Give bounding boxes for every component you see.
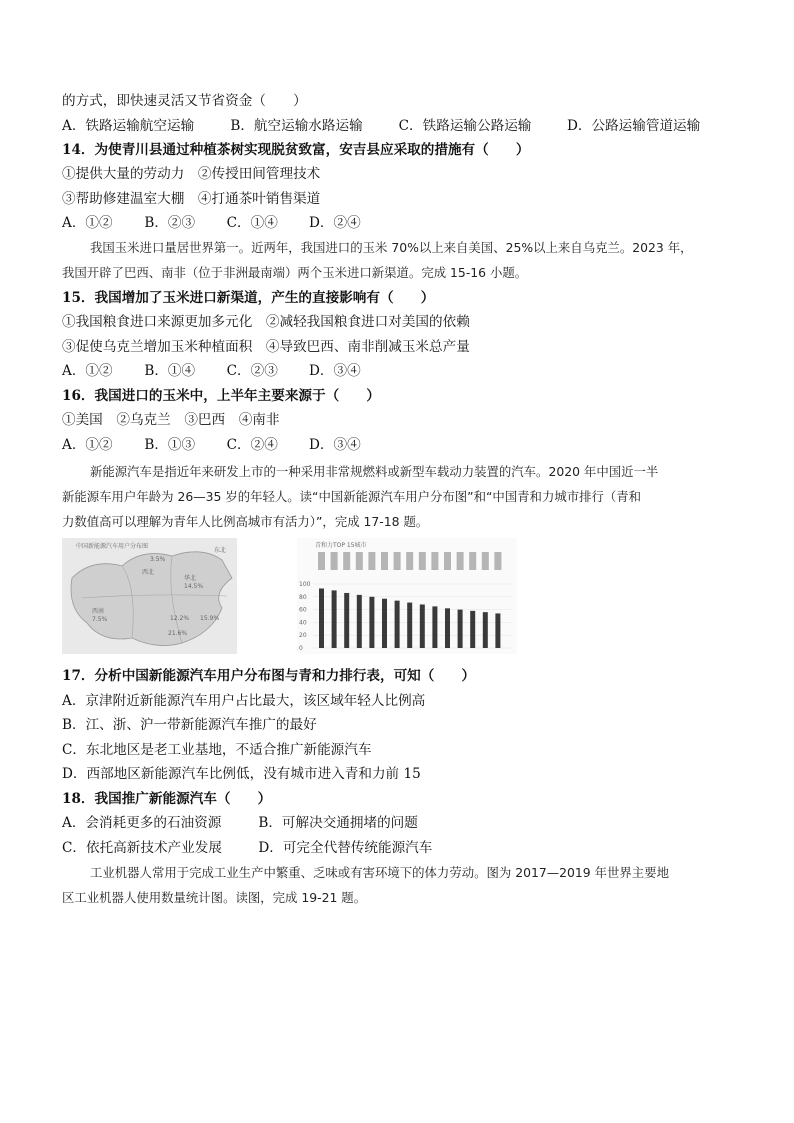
bar-1 <box>319 588 324 648</box>
q15-option-d: D．③④ <box>308 363 361 379</box>
china-map-image <box>62 538 237 654</box>
city-icon <box>368 552 375 570</box>
q18-stem: 18．我国推广新能源汽车（ ） <box>62 791 272 807</box>
city-icon <box>394 552 401 570</box>
map-label-9: 21.6% <box>168 630 188 637</box>
y-tick-label: 100 <box>299 581 311 588</box>
bar-7 <box>395 601 400 648</box>
map-label-5: 西北 <box>142 569 155 576</box>
y-tick-label: 60 <box>299 606 307 614</box>
map-label-2: 东北 <box>214 547 227 554</box>
q15-option-a: A．①② <box>62 363 113 379</box>
top15-bar-chart <box>297 538 517 654</box>
passage-3-line-1: 工业机器人常用于完成工业生产中繁重、乏味或有害环境下的体力劳动。图为 2017—2019 年世界主要地 <box>90 865 669 880</box>
city-icon <box>381 552 388 570</box>
map-label-8: 12.2% <box>170 615 190 622</box>
bar-11 <box>445 608 450 648</box>
q14-option-b: B．②③ <box>144 215 196 231</box>
q17-option-a: A．京津附近新能源汽车用户占比最大，该区域年轻人比例高 <box>62 693 426 709</box>
map-label-1: 3.5% <box>150 556 166 563</box>
q17-option-d: D．西部地区新能源汽车比例低，没有城市进入青和力前 15 <box>62 766 421 782</box>
bar-8 <box>407 603 412 648</box>
q15-stem: 15．我国增加了玉米进口新渠道，产生的直接影响有（ ） <box>62 290 435 306</box>
passage-2-line-3: 力数值高可以理解为青年人比例高城市有活力）”，完成 17-18 题。 <box>62 514 429 529</box>
q16-statements: ①美国 ②乌克兰 ③巴西 ④南非 <box>62 412 280 428</box>
q18-option-a: A．会消耗更多的石油资源 <box>62 815 222 831</box>
q14-option-a: A．①② <box>62 215 113 231</box>
q15-option-c: C．②③ <box>226 363 278 379</box>
q16-option-a: A．①② <box>62 437 113 453</box>
top15-chart <box>297 538 517 654</box>
q18-option-d: D．可完全代替传统能源汽车 <box>258 840 433 856</box>
q16-option-d: D．③④ <box>308 437 361 453</box>
bar-10 <box>432 606 437 648</box>
q14-options <box>62 214 361 232</box>
bar-4 <box>357 595 362 648</box>
q15-statements-2: ③促使乌克兰增加玉米种植面积 ④导致巴西、南非削减玉米总产量 <box>62 339 470 355</box>
bar-13 <box>470 611 475 648</box>
map-label-6: 西南 <box>92 608 105 615</box>
q13-option-b: B．航空运输水路运输 <box>230 118 363 134</box>
q17-stem: 17．分析中国新能源汽车用户分布图与青和力排行表，可知（ ） <box>62 668 476 684</box>
q18-option-b: B．可解决交通拥堵的问题 <box>258 815 418 831</box>
map-label-3: 华北 <box>184 575 197 582</box>
q15-options <box>62 362 361 380</box>
city-icon <box>457 552 464 570</box>
q14-statements-1: ①提供大量的劳动力 ②传授田间管理技术 <box>62 166 321 182</box>
bar-6 <box>382 599 387 648</box>
y-tick-label: 80 <box>299 593 307 601</box>
q13-option-a: A．铁路运输航空运输 <box>62 118 195 134</box>
q16-options <box>62 436 361 454</box>
q13-options <box>62 117 700 135</box>
city-icon <box>331 552 338 570</box>
city-icon <box>419 552 426 570</box>
city-icon <box>444 552 451 570</box>
q15-option-b: B．①④ <box>144 363 196 379</box>
bar-5 <box>369 597 374 648</box>
y-tick-label: 20 <box>299 632 307 640</box>
city-icon <box>494 552 501 570</box>
q13-stem-tail: 的方式，即快速灵活又节省资金（ ） <box>62 93 307 109</box>
city-icon <box>431 552 438 570</box>
city-icon <box>343 552 350 570</box>
city-icon <box>356 552 363 570</box>
city-icon <box>406 552 413 570</box>
passage-2-line-2: 新能源车用户年龄为 26—35 岁的年轻人。读“中国新能源汽车用户分布图”和“中国青和力城市排行（青和 <box>62 489 642 504</box>
q16-option-c: C．②④ <box>226 437 278 453</box>
q17-option-c: C．东北地区是老工业基地，不适合推广新能源汽车 <box>62 742 372 758</box>
bar-12 <box>458 610 463 648</box>
q16-option-b: B．①③ <box>144 437 196 453</box>
passage-1-line-2: 我国开辟了巴西、南非（位于非洲最南端）两个玉米进口新渠道。完成 15-16 小题。 <box>62 265 528 280</box>
chart-title: 青和力TOP 15城市 <box>315 542 367 549</box>
passage-2-line-1: 新能源汽车是指近年来研发上市的一种采用非常规燃料或新型车载动力装置的汽车。2020 年中国近一半 <box>90 464 659 479</box>
map-label-7: 7.5% <box>92 616 108 623</box>
map-label-4: 14.5% <box>184 583 204 590</box>
bar-14 <box>483 612 488 648</box>
bar-2 <box>332 590 337 648</box>
bar-9 <box>420 604 425 648</box>
map-label-10: 15.9% <box>200 615 220 622</box>
passage-3-line-2: 区工业机器人使用数量统计图。读图，完成 19-21 题。 <box>62 890 367 905</box>
q13-option-c: C．铁路运输公路运输 <box>398 118 532 134</box>
q14-option-d: D．②④ <box>308 215 361 231</box>
q14-statements-2: ③帮助修建温室大棚 ④打通茶叶销售渠道 <box>62 191 321 207</box>
q17-option-b: B．江、浙、沪一带新能源汽车推广的最好 <box>62 717 317 733</box>
map-title: 中国新能源汽车用户分布图 <box>76 543 149 550</box>
q14-stem: 14．为使青川县通过种植茶树实现脱贫致富，安吉县应采取的措施有（ ） <box>62 142 530 158</box>
passage-1-line-1: 我国玉米进口量居世界第一。近两年，我国进口的玉米 70%以上来自美国、25%以上来自乌克兰。2023 年， <box>90 240 693 255</box>
q18-options-ab <box>62 814 418 832</box>
city-icon <box>318 552 325 570</box>
city-icon <box>469 552 476 570</box>
q16-stem: 16．我国进口的玉米中，上半年主要来源于（ ） <box>62 388 380 404</box>
y-tick-label: 0 <box>299 645 303 652</box>
q14-option-c: C．①④ <box>226 215 278 231</box>
city-icon <box>482 552 489 570</box>
q13-option-d: D．公路运输管道运输 <box>566 118 701 134</box>
q15-statements-1: ①我国粮食进口来源更加多元化 ②减轻我国粮食进口对美国的依赖 <box>62 314 470 330</box>
q18-options-cd <box>62 839 432 857</box>
bar-3 <box>344 593 349 648</box>
bar-15 <box>495 613 500 648</box>
figure-17-18 <box>62 538 452 656</box>
user-distribution-map <box>62 538 237 654</box>
y-tick-label: 40 <box>299 619 307 627</box>
q18-option-c: C．依托高新技术产业发展 <box>62 840 222 856</box>
